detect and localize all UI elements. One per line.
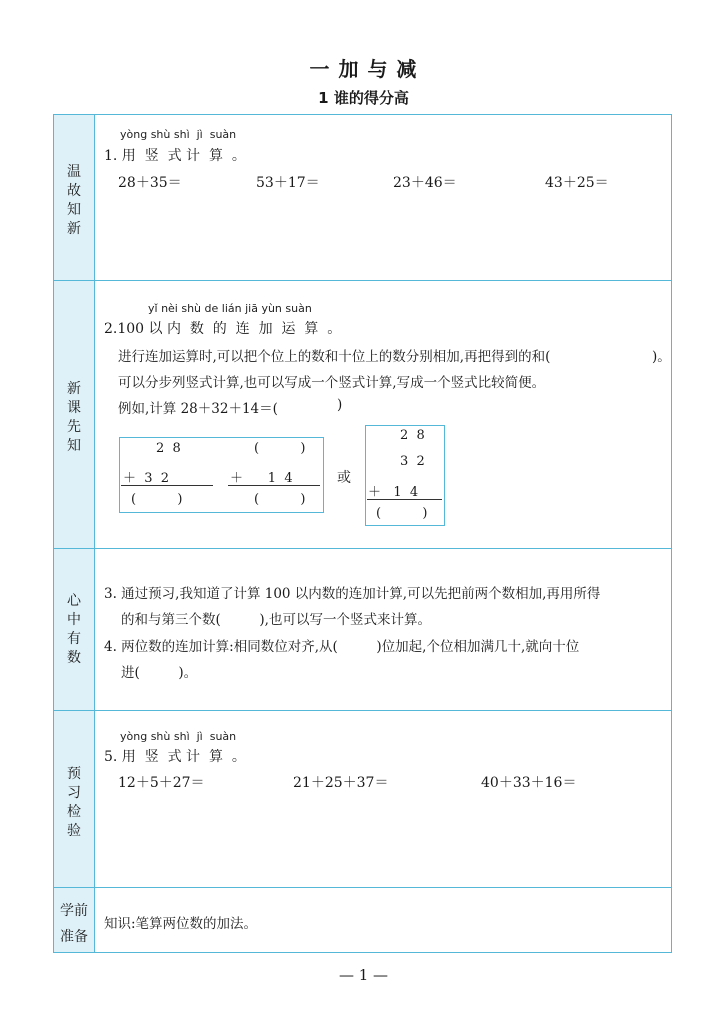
calc-digits: 3 2 [400,454,425,469]
example-line: 例如,计算 28＋32＋14＝( [118,401,278,417]
explanation-line-2: 可以分步列竖式计算,也可以写成一个竖式计算,写成一个竖式比较简便。 [118,375,546,391]
calc-digits: ＋ 1 4 [230,471,293,486]
problem-item: 28＋35＝ [118,175,182,191]
label-char: 故 [67,183,81,199]
question-3-line-2: 的和与第三个数( ),也可以写一个竖式来计算。 [121,612,431,628]
pinyin-line: yǐ nèi shù de lián jiā yùn suàn [148,302,312,315]
problem-item: 43＋25＝ [545,175,609,191]
label-word: 学前 [60,903,88,919]
label-char: 知 [67,202,81,218]
label-char: 心 [67,593,81,609]
label-char: 中 [67,612,81,628]
page-number: — 1 — [338,966,389,984]
row-divider [53,548,672,549]
row-divider [53,887,672,888]
label-word: 准备 [60,929,88,945]
calc-digits: 2 8 [156,441,181,456]
label-char: 验 [67,823,81,839]
problem-item: 23＋46＝ [393,175,457,191]
answer-blank: ( ) [254,492,306,507]
calc-digits: 2 8 [400,428,425,443]
pinyin-line: yòng shù shì jì suàn [120,730,237,743]
label-char: 新 [67,221,81,237]
label-char: 数 [67,650,81,666]
label-char: 习 [67,785,81,801]
lesson-title: 1 谁的得分高 [318,89,409,107]
explanation-line-1-end: )。 [652,349,671,365]
question-4-line-2: 进( )。 [121,665,198,681]
question-1: 1. 用 竖 式 计 算 。 [104,148,246,164]
answer-blank: ( ) [254,441,306,456]
section-label-check [54,765,94,841]
or-text: 或 [337,470,351,486]
explanation-line-1: 进行连加运算时,可以把个位上的数和十位上的数分别相加,再把得到的和( [118,349,551,365]
label-char: 温 [67,164,81,180]
prep-knowledge: 知识:笔算两位数的加法。 [104,916,258,932]
answer-blank: ( ) [376,506,428,521]
sum-line [228,485,320,486]
calc-digits: ＋ 3 2 [123,471,170,486]
section-label-new [54,380,94,456]
sum-line [367,499,442,500]
problem-item: 53＋17＝ [256,175,320,191]
section-label-mind [54,592,94,668]
question-5: 5. 用 竖 式 计 算 。 [104,749,246,765]
label-char: 新 [67,381,81,397]
problem-item: 21＋25＋37＝ [293,775,389,791]
sum-line [121,485,213,486]
answer-blank: ( ) [131,492,183,507]
label-char: 预 [67,766,81,782]
unit-title: 一 加 与 减 [309,57,418,81]
label-char: 检 [67,804,81,820]
label-char: 先 [67,419,81,435]
section-label-prep [54,898,94,950]
problem-item: 40＋33＋16＝ [481,775,577,791]
label-char: 有 [67,631,81,647]
question-2: 2.100 以 内 数 的 连 加 运 算 。 [104,321,342,337]
row-divider [53,280,672,281]
example-line-end: ) [337,397,343,413]
label-divider [94,114,95,953]
pinyin-line: yòng shù shì jì suàn [120,128,237,141]
worksheet-frame [53,114,672,953]
question-3-line-1: 3. 通过预习,我知道了计算 100 以内数的连加计算,可以先把前两个数相加,再用所得 [104,586,601,602]
section-label-review [54,163,94,239]
question-4-line-1: 4. 两位数的连加计算:相同数位对齐,从( )位加起,个位相加满几十,就向十位 [104,639,580,655]
label-char: 课 [67,400,81,416]
row-divider [53,710,672,711]
problem-item: 12＋5＋27＝ [118,775,205,791]
label-char: 知 [67,438,81,454]
calc-digits: ＋ 1 4 [368,485,419,500]
